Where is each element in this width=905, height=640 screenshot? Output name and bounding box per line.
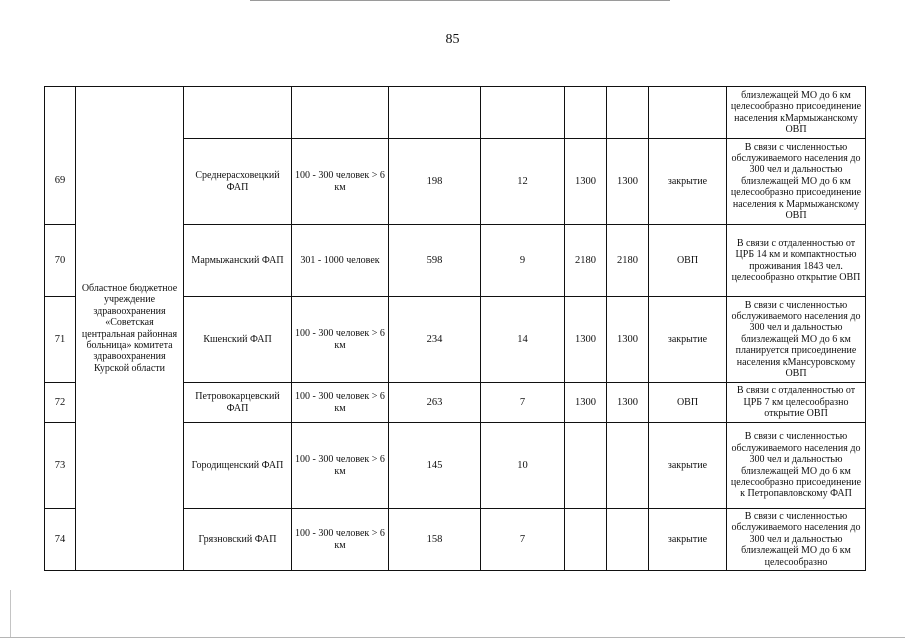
served-cell [389,87,481,139]
area2-cell: 1300 [607,297,649,383]
staff-cell: 9 [481,225,565,297]
reason-cell: В связи с отдаленностью от ЦРБ 7 км целесообразно открытие ОВП [727,383,866,423]
action-cell: закрытие [649,297,727,383]
facility-name-cell: Городищенский ФАП [184,423,292,509]
area1-cell [565,423,607,509]
area2-cell [607,87,649,139]
action-cell [649,87,727,139]
reason-cell: В связи с отдаленностью от ЦРБ 14 км и компактностью проживания 1843 чел. целесообразно открытие ОВП [727,225,866,297]
action-cell: закрытие [649,509,727,571]
organization-cell: Областное бюджетное учреждение здравоохранения «Советская центральная районная больница» комитета здравоохранения Курской области [76,87,184,571]
scan-edge-top [250,0,670,1]
population-cell [292,87,389,139]
population-cell: 100 - 300 человек > 6 км [292,139,389,225]
staff-cell: 10 [481,423,565,509]
table-row-carryover [45,87,866,139]
area2-cell: 2180 [607,225,649,297]
area2-cell: 1300 [607,139,649,225]
action-cell: закрытие [649,423,727,509]
area1-cell [565,87,607,139]
row-number-cell: 71 [45,297,76,383]
facility-name-cell [184,87,292,139]
population-cell: 100 - 300 человек > 6 км [292,509,389,571]
served-cell: 198 [389,139,481,225]
scan-edge-left [10,590,11,638]
action-cell: ОВП [649,383,727,423]
staff-cell: 7 [481,509,565,571]
area1-cell: 1300 [565,383,607,423]
row-number-cell: 72 [45,383,76,423]
row-number-cell: 69 [45,139,76,225]
area1-cell: 1300 [565,139,607,225]
served-cell: 145 [389,423,481,509]
staff-cell: 7 [481,383,565,423]
facility-name-cell: Петровокарцевский ФАП [184,383,292,423]
scan-edge-bottom [0,637,905,638]
served-cell: 263 [389,383,481,423]
row-number-cell: 70 [45,225,76,297]
area1-cell [565,509,607,571]
served-cell: 598 [389,225,481,297]
facility-name-cell: Среднерасховецкий ФАП [184,139,292,225]
area1-cell: 1300 [565,297,607,383]
action-cell: ОВП [649,225,727,297]
reason-cell: В связи с численностью обслуживаемого населения до 300 чел и дальностью близлежащей МО до 6 км планируется присоединение населения кМансуровскому ОВП [727,297,866,383]
area2-cell [607,423,649,509]
reason-cell: близлежащей МО до 6 км целесообразно присоединение населения кМармыжанскому ОВП [727,87,866,139]
reason-cell: В связи с численностью обслуживаемого населения до 300 чел и дальностью близлежащей МО до 6 км целесообразно присоединение к Петропавловскому ФАП [727,423,866,509]
fap-table [44,86,866,571]
population-cell: 301 - 1000 человек [292,225,389,297]
staff-cell: 12 [481,139,565,225]
page-number: 85 [445,32,460,47]
facility-name-cell: Мармыжанский ФАП [184,225,292,297]
staff-cell [481,87,565,139]
row-number-cell: 74 [45,509,76,571]
action-cell: закрытие [649,139,727,225]
served-cell: 158 [389,509,481,571]
facility-name-cell: Кшенский ФАП [184,297,292,383]
area1-cell: 2180 [565,225,607,297]
area2-cell: 1300 [607,383,649,423]
facility-name-cell: Грязновский ФАП [184,509,292,571]
row-number-cell: 73 [45,423,76,509]
row-number-cell [45,87,76,139]
population-cell: 100 - 300 человек > 6 км [292,383,389,423]
reason-cell: В связи с численностью обслуживаемого населения до 300 чел и дальностью близлежащей МО до 6 км целесообразно [727,509,866,571]
area2-cell [607,509,649,571]
staff-cell: 14 [481,297,565,383]
population-cell: 100 - 300 человек > 6 км [292,297,389,383]
population-cell: 100 - 300 человек > 6 км [292,423,389,509]
served-cell: 234 [389,297,481,383]
reason-cell: В связи с численностью обслуживаемого населения до 300 чел и дальностью близлежащей МО до 6 км целесообразно присоединение населения к Мармыжанскому ОВП [727,139,866,225]
